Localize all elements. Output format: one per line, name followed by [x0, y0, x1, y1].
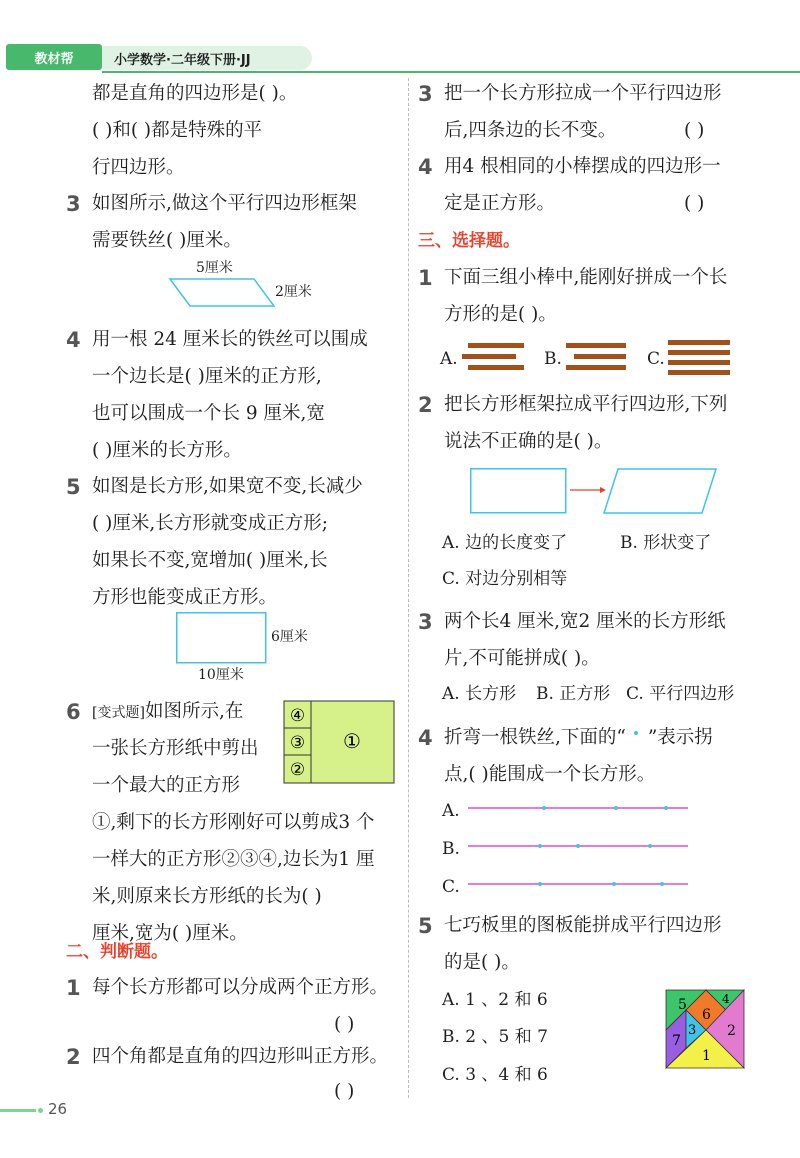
q4-number: 4 [66, 328, 81, 352]
j1-number: 1 [66, 976, 81, 1000]
header-tag: 教材帮 [6, 44, 102, 70]
c5-line-2: 的是( )。 [444, 952, 520, 973]
q6-line-5: 一样大的正方形②③④,边长为1 厘 [92, 849, 375, 870]
j4-line-2: 定是正方形。 [444, 193, 556, 214]
header-rule [102, 71, 800, 73]
stretch-diagram [470, 468, 720, 516]
c4-line-1b: ”表示拐 [647, 727, 713, 748]
q3-line-1: 如图所示,做这个平行四边形框架 [92, 193, 357, 214]
piece-6: 6 [702, 1007, 711, 1023]
q5-label-side: 6厘米 [271, 629, 308, 645]
j2-number: 2 [66, 1045, 81, 1069]
q4-line-3: 也可以围成一个长 9 厘米,宽 [92, 403, 325, 424]
cell-2: ② [289, 760, 306, 780]
c3-option-a: A. 长方形 [442, 684, 517, 704]
header-title: 小学数学·二年级下册·JJ [102, 46, 312, 70]
section-2-title: 二、判断题。 [66, 942, 168, 962]
page-header [0, 44, 800, 76]
q3-label-side: 2厘米 [275, 284, 312, 300]
q6-line-6: 米,则原来长方形纸的长为( ) [92, 886, 322, 907]
q5-line-1: 如图是长方形,如果宽不变,长减少 [92, 476, 363, 497]
page-number: 26 [48, 1100, 68, 1118]
piece-2: 2 [727, 1023, 736, 1039]
piece-1: 1 [702, 1048, 711, 1064]
c4-option-a: A. [442, 801, 460, 821]
c5-option-c: C. 3 、4 和 6 [442, 1065, 548, 1085]
q6-line-1: 如图所示,在 [144, 701, 244, 722]
j4-number: 4 [418, 155, 433, 179]
j3-number: 3 [418, 82, 433, 106]
q3-number: 3 [66, 192, 81, 216]
j3-line-1: 把一个长方形拉成一个平行四边形 [444, 83, 722, 104]
j1-paren: ( ) [334, 1014, 355, 1035]
column-divider [408, 78, 409, 1098]
left-cont-line-3: 行四边形。 [92, 157, 185, 178]
c3-line-1: 两个长4 厘米,宽2 厘米的长方形纸 [444, 611, 726, 632]
j3-paren: ( ) [684, 120, 705, 141]
q3-line-2: 需要铁丝( )厘米。 [92, 230, 242, 251]
q6-line-7: 厘米,宽为( )厘米。 [92, 923, 248, 944]
c2-number: 2 [418, 393, 433, 417]
left-cont-line-1: 都是直角的四边形是( )。 [92, 83, 298, 104]
c2-option-c: C. 对边分别相等 [442, 569, 568, 589]
c3-line-2: 片,不可能拼成( )。 [444, 648, 600, 669]
q6-line-3: 一个最大的正方形 [92, 775, 241, 796]
wire-c [466, 880, 692, 888]
parallelogram-diagram [170, 278, 280, 308]
wire-a [466, 804, 692, 812]
c1-option-b: B. [544, 349, 562, 369]
q5-line-4: 方形也能变成正方形。 [92, 587, 278, 608]
c4-line-2: 点,( )能围成一个长方形。 [444, 764, 656, 785]
c4-option-c: C. [442, 877, 460, 897]
q4-line-2: 一个边长是( )厘米的正方形, [92, 366, 322, 387]
j4-paren: ( ) [684, 193, 705, 214]
rectangle-diagram [176, 612, 268, 664]
c5-number: 5 [418, 914, 433, 938]
j1-text: 每个长方形都可以分成两个正方形。 [92, 977, 389, 998]
j2-text: 四个角都是直角的四边形叫正方形。 [92, 1046, 389, 1067]
j3-line-2: 后,四条边的长不变。 [444, 120, 617, 141]
c1-option-a: A. [440, 349, 458, 369]
q4-line-4: ( )厘米的长方形。 [92, 440, 242, 461]
q6-tag: [变式题] [92, 705, 145, 721]
sticks-a [462, 341, 526, 375]
squares-diagram [283, 700, 395, 784]
q6-number: 6 [66, 700, 81, 724]
q6-line-4: ①,剩下的长方形刚好可以剪成3 个 [92, 812, 375, 833]
wire-b [466, 842, 692, 850]
footer-dot [38, 1108, 43, 1113]
c4-option-b: B. [442, 839, 460, 859]
q6-line-2: 一张长方形纸中剪出 [92, 738, 259, 759]
c3-option-b: B. 正方形 [536, 684, 611, 704]
q5-label-bottom: 10厘米 [198, 667, 244, 683]
j2-paren: ( ) [334, 1081, 355, 1102]
footer-rule [0, 1109, 36, 1112]
c3-option-c: C. 平行四边形 [626, 684, 735, 704]
c5-line-1: 七巧板里的图板能拼成平行四边形 [444, 915, 722, 936]
q3-label-top: 5厘米 [196, 260, 233, 276]
q5-line-2: ( )厘米,长方形就变成正方形; [92, 513, 328, 534]
c1-number: 1 [418, 266, 433, 290]
q5-number: 5 [66, 475, 81, 499]
c2-option-b: B. 形状变了 [620, 533, 712, 553]
c5-option-a: A. 1 、2 和 6 [442, 990, 548, 1010]
cell-1: ① [343, 729, 361, 753]
piece-5: 5 [678, 997, 687, 1013]
q4-line-1: 用一根 24 厘米长的铁丝可以围成 [92, 329, 368, 350]
piece-3: 3 [688, 1023, 697, 1038]
cell-3: ③ [289, 733, 306, 753]
c1-line-1: 下面三组小棒中,能刚好拼成一个长 [444, 267, 728, 288]
c2-line-2: 说法不正确的是( )。 [444, 431, 613, 452]
q5-line-3: 如果长不变,宽增加( )厘米,长 [92, 550, 328, 571]
section-3-title: 三、选择题。 [418, 231, 520, 251]
c2-line-1: 把长方形框架拉成平行四边形,下列 [444, 394, 728, 415]
sticks-c [668, 339, 732, 377]
c2-option-a: A. 边的长度变了 [442, 533, 568, 553]
piece-4: 4 [722, 992, 730, 1006]
j4-line-1: 用4 根相同的小棒摆成的四边形一 [444, 156, 721, 177]
left-cont-line-2: ( )和( )都是特殊的平 [92, 120, 263, 141]
cell-4: ④ [289, 706, 306, 726]
c5-option-b: B. 2 、5 和 7 [442, 1027, 548, 1047]
piece-7: 7 [672, 1033, 681, 1049]
c1-option-c: C. [647, 349, 665, 369]
c4-number: 4 [418, 726, 433, 750]
c3-number: 3 [418, 610, 433, 634]
c1-line-2: 方形的是( )。 [444, 304, 557, 325]
sticks-b [566, 341, 628, 375]
tangram-diagram [666, 990, 746, 1070]
c4-line-1a: 折弯一根铁丝,下面的“ [444, 727, 626, 748]
